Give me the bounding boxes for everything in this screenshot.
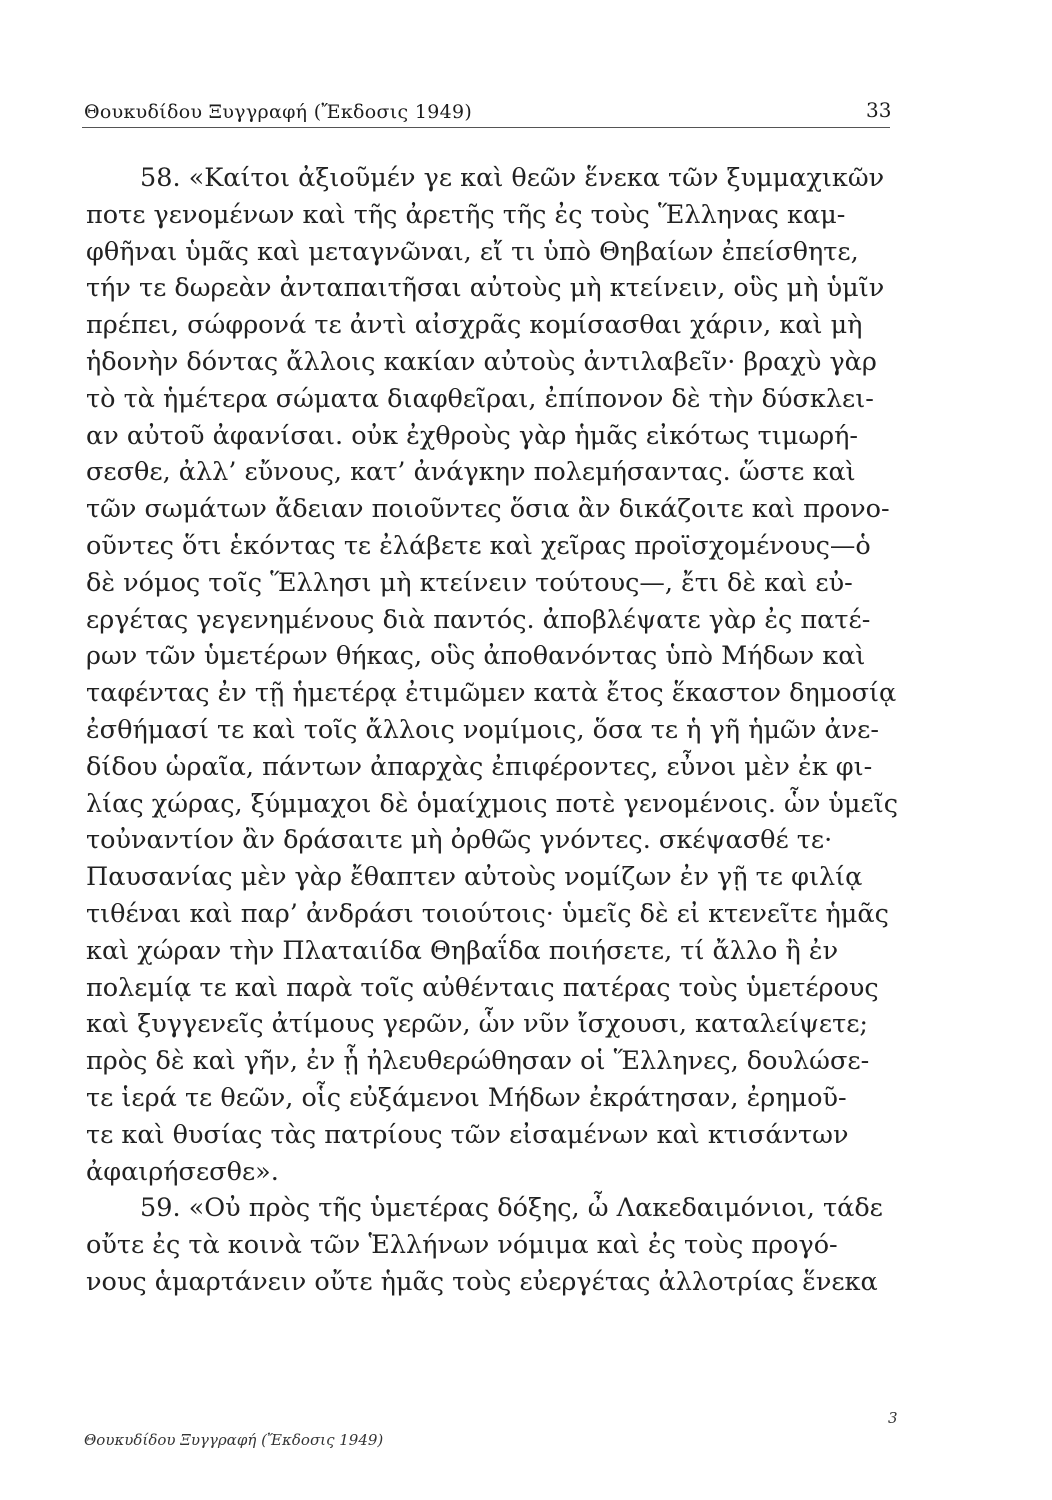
running-header-title: Θουκυδίδου Ξυγγραφή (Ἔκδοσις 1949) <box>84 101 473 123</box>
text-line: ἐσθήμασί τε καὶ τοῖς ἄλλοις νομίμοις, ὅσα τε ἡ γῆ ἡμῶν ἀνε- <box>86 714 879 745</box>
text-line: πολεμίᾳ τε καὶ παρὰ τοῖς αὐθένταις πατέρας τοὺς ὑμετέρους <box>86 972 879 1003</box>
text-line: 58. «Καίτοι ἀξιοῦμέν γε καὶ θεῶν ἕνεκα τῶν ξυμμαχικῶν <box>140 163 885 193</box>
text-line: τῶν σωμάτων ἄδειαν ποιοῦντες ὅσια ἂν δικάζοιτε καὶ προνο- <box>86 494 890 525</box>
footer-title: Θουκυδίδου Ξυγγραφή (Ἔκδοσις 1949) <box>84 1431 384 1449</box>
text-line: σεσθε, ἀλλ’ εὔνους, κατ’ ἀνάγκην πολεμήσαντας. ὥστε καὶ <box>86 457 856 488</box>
text-line: εργέτας γεγενημένους διὰ παντός. ἀποβλέψατε γὰρ ἐς πατέ- <box>86 604 871 635</box>
text-line: αν αὐτοῦ ἀφανίσαι. οὐκ ἐχθροὺς γὰρ ἡμᾶς εἰκότως τιμωρή- <box>86 420 859 451</box>
text-line: καὶ χώραν τὴν Πλαταιίδα Θηβαΐδα ποιήσετε, τί ἄλλο ἢ ἐν <box>86 935 839 966</box>
page-number: 33 <box>866 98 892 122</box>
text-line: τιθέναι καὶ παρ’ ἀνδράσι τοιούτοις· ὑμεῖς δὲ εἰ κτενεῖτε ἡμᾶς <box>86 898 889 929</box>
text-line: τε ἱερά τε θεῶν, οἷς εὐξάμενοι Μήδων ἐκράτησαν, ἐρημοῦ- <box>86 1082 847 1113</box>
text-line: λίας χώρας, ξύμμαχοι δὲ ὁμαίχμοις ποτὲ γενομένοις. ὧν ὑμεῖς <box>86 788 898 819</box>
text-line: καὶ ξυγγενεῖς ἀτίμους γερῶν, ὧν νῦν ἴσχουσι, καταλείψετε; <box>86 1009 868 1040</box>
text-line: ποτε γενομένων καὶ τῆς ἀρετῆς τῆς ἐς τοὺς Ἕλληνας καμ- <box>86 199 846 230</box>
text-line: νους ἁμαρτάνειν οὔτε ἡμᾶς τοὺς εὐεργέτας ἀλλοτρίας ἕνεκα <box>86 1266 878 1297</box>
text-line: ἀφαιρήσεσθε». <box>86 1156 279 1187</box>
text-line: τοὐναντίον ἂν δράσαιτε μὴ ὀρθῶς γνόντες. σκέψασθέ τε· <box>86 825 833 856</box>
text-line: φθῆναι ὑμᾶς καὶ μεταγνῶναι, εἴ τι ὑπὸ Θηβαίων ἐπείσθητε, <box>86 236 859 267</box>
text-line: πρὸς δὲ καὶ γῆν, ἐν ᾗ ἠλευθερώθησαν οἱ Ἕλληνες, δουλώσε- <box>86 1046 870 1077</box>
header-rule <box>82 127 890 128</box>
text-line: οῦντες ὅτι ἑκόντας τε ἐλάβετε καὶ χεῖρας προϊσχομένους—ὁ <box>86 530 871 561</box>
text-line: πρέπει, σώφρονά τε ἀντὶ αἰσχρᾶς κομίσασθαι χάριν, καὶ μὴ <box>86 310 863 341</box>
text-line: 59. «Οὐ πρὸς τῆς ὑμετέρας δόξης, ὦ Λακεδαιμόνιοι, τάδε <box>140 1193 883 1224</box>
text-line: δὲ νόμος τοῖς Ἕλλησι μὴ κτείνειν τούτους—, ἔτι δὲ καὶ εὐ- <box>86 567 853 598</box>
text-line: τὸ τὰ ἡμέτερα σώματα διαφθεῖραι, ἐπίπονον δὲ τὴν δύσκλει- <box>86 383 874 414</box>
text-line: δίδου ὡραῖα, πάντων ἀπαρχὰς ἐπιφέροντες, εὖνοι μὲν ἐκ φι- <box>86 751 873 782</box>
body-text <box>86 160 904 1301</box>
text-line: ἡδονὴν δόντας ἄλλοις κακίαν αὐτοὺς ἀντιλαβεῖν· βραχὺ γὰρ <box>86 346 877 377</box>
text-line: τήν τε δωρεὰν ἀνταπαιτῆσαι αὐτοὺς μὴ κτείνειν, οὓς μὴ ὑμῖν <box>86 273 885 304</box>
signature-mark: 3 <box>888 1409 898 1427</box>
text-line: τε καὶ θυσίας τὰς πατρίους τῶν εἰσαμένων καὶ κτισάντων <box>86 1119 849 1150</box>
text-line: οὔτε ἐς τὰ κοινὰ τῶν Ἑλλήνων νόμιμα καὶ ἐς τοὺς προγό- <box>86 1230 838 1261</box>
text-line: ρων τῶν ὑμετέρων θήκας, οὓς ἀποθανόντας ὑπὸ Μήδων καὶ <box>86 641 866 672</box>
text-line: Παυσανίας μὲν γὰρ ἔθαπτεν αὐτοὺς νομίζων ἐν γῇ τε φιλίᾳ <box>86 862 863 893</box>
text-line: ταφέντας ἐν τῇ ἡμετέρᾳ ἐτιμῶμεν κατὰ ἔτος ἕκαστον δημοσίᾳ <box>86 678 897 709</box>
